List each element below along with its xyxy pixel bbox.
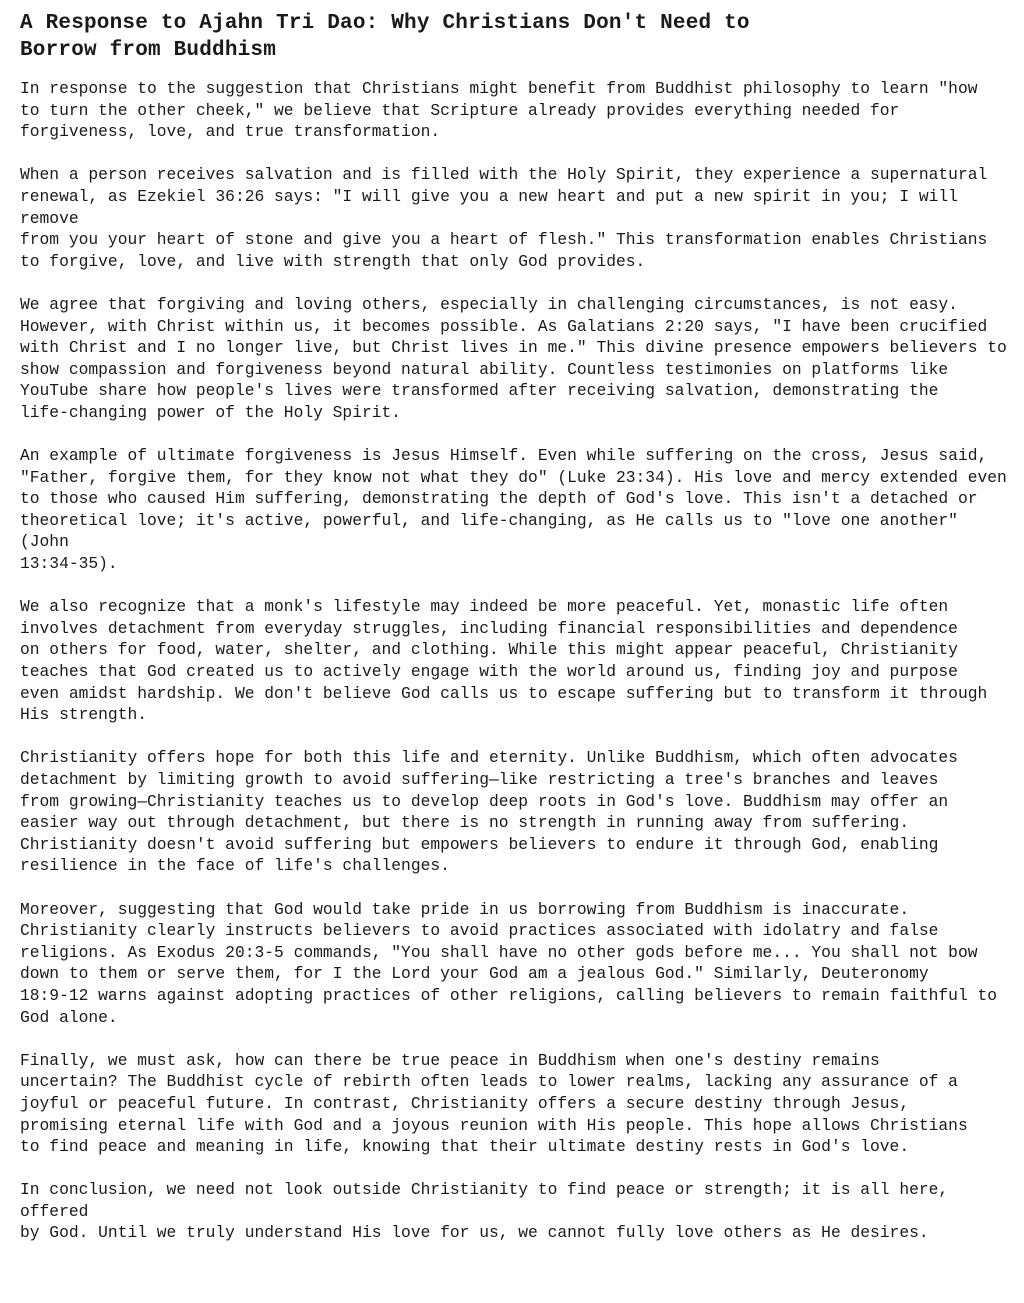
paragraph-2: When a person receives salvation and is filled with the Holy Spirit, they experience a supernatural renewal, as Ezekiel 36:26 says: "I will give you a new heart and put a new spirit in you; I will remove from you your heart of stone and give you a heart of flesh." This transformation enables Christians to forgive, love, and live with strength that only God provides.: [20, 165, 988, 271]
paragraph-1: In response to the suggestion that Christians might benefit from Buddhist philosophy to learn "how to turn the other cheek," we believe that Scripture already provides everything needed for forgiveness, love, and true transformation.: [20, 79, 978, 142]
paragraph-7: Moreover, suggesting that God would take pride in us borrowing from Buddhism is inaccurate. Christianity clearly instructs believers to avoid practices associated with idolatry and false religions. As Exodus 20:3-5 commands, "You shall have no other gods before me... You shall not bow down to them or serve them, for I the Lord your God am a jealous God." Similarly, Deuteronomy 18:9-12 warns against adopting practices of other religions, calling believers to remain faithful to God alone.: [20, 899, 998, 1027]
paragraph-8: Finally, we must ask, how can there be true peace in Buddhism when one's destiny remains uncertain? The Buddhist cycle of rebirth often leads to lower realms, lacking any assurance of a joyful or peaceful future. In contrast, Christianity offers a secure destiny through Jesus, promising eternal life with God and a joyous reunion with His people. This hope allows Christians to find peace and meaning in life, knowing that their ultimate destiny rests in God's love.: [20, 1050, 968, 1157]
paragraph-3: We agree that forgiving and loving others, especially in challenging circumstances, is not easy. However, with Christ within us, it becomes possible. As Galatians 2:20 says, "I have been crucified with Christ and I no longer live, but Christ lives in me." This divine presence empowers believers to show compassion and forgiveness beyond natural ability. Countless testimonies on platforms like YouTube share how people's lives were transformed after receiving salvation, demonstrating the life-changing power of the Holy Spirit.: [20, 294, 1007, 422]
paragraph-4: An example of ultimate forgiveness is Jesus Himself. Even while suffering on the cross, Jesus said, "Father, forgive them, for they know not what they do" (Luke 23:34). His love and mercy extended even to those who caused Him suffering, demonstrating the depth of God's love. This isn't a detached or theoretical love; it's active, powerful, and life-changing, as He calls us to "love one another" (John 13:34-35).: [20, 446, 1007, 574]
paragraph-9: In conclusion, we need not look outside Christianity to find peace or strength; it is all here, offered by God. Until we truly understand His love for us, we cannot fully love others as He desires.: [20, 1180, 949, 1243]
document-title: A Response to Ajahn Tri Dao: Why Christians Don't Need to Borrow from Buddhism: [20, 12, 750, 62]
paragraph-5: We also recognize that a monk's lifestyle may indeed be more peaceful. Yet, monastic life often involves detachment from everyday struggles, including financial responsibilities and dependence on others for food, water, shelter, and clothing. While this might appear peaceful, Christianity teaches that God created us to actively engage with the world around us, finding joy and purpose even amidst hardship. We don't believe God calls us to escape suffering but to transform it through His strength.: [20, 597, 988, 725]
paragraph-6: Christianity offers hope for both this life and eternity. Unlike Buddhism, which often advocates detachment by limiting growth to avoid suffering—like restricting a tree's branches and leaves from growing—Christianity teaches us to develop deep roots in God's love. Buddhism may offer an easier way out through detachment, but there is no strength in running away from suffering. Christianity doesn't avoid suffering but empowers believers to endure it through God, enabling resilience in the face of life's challenges.: [20, 748, 958, 876]
